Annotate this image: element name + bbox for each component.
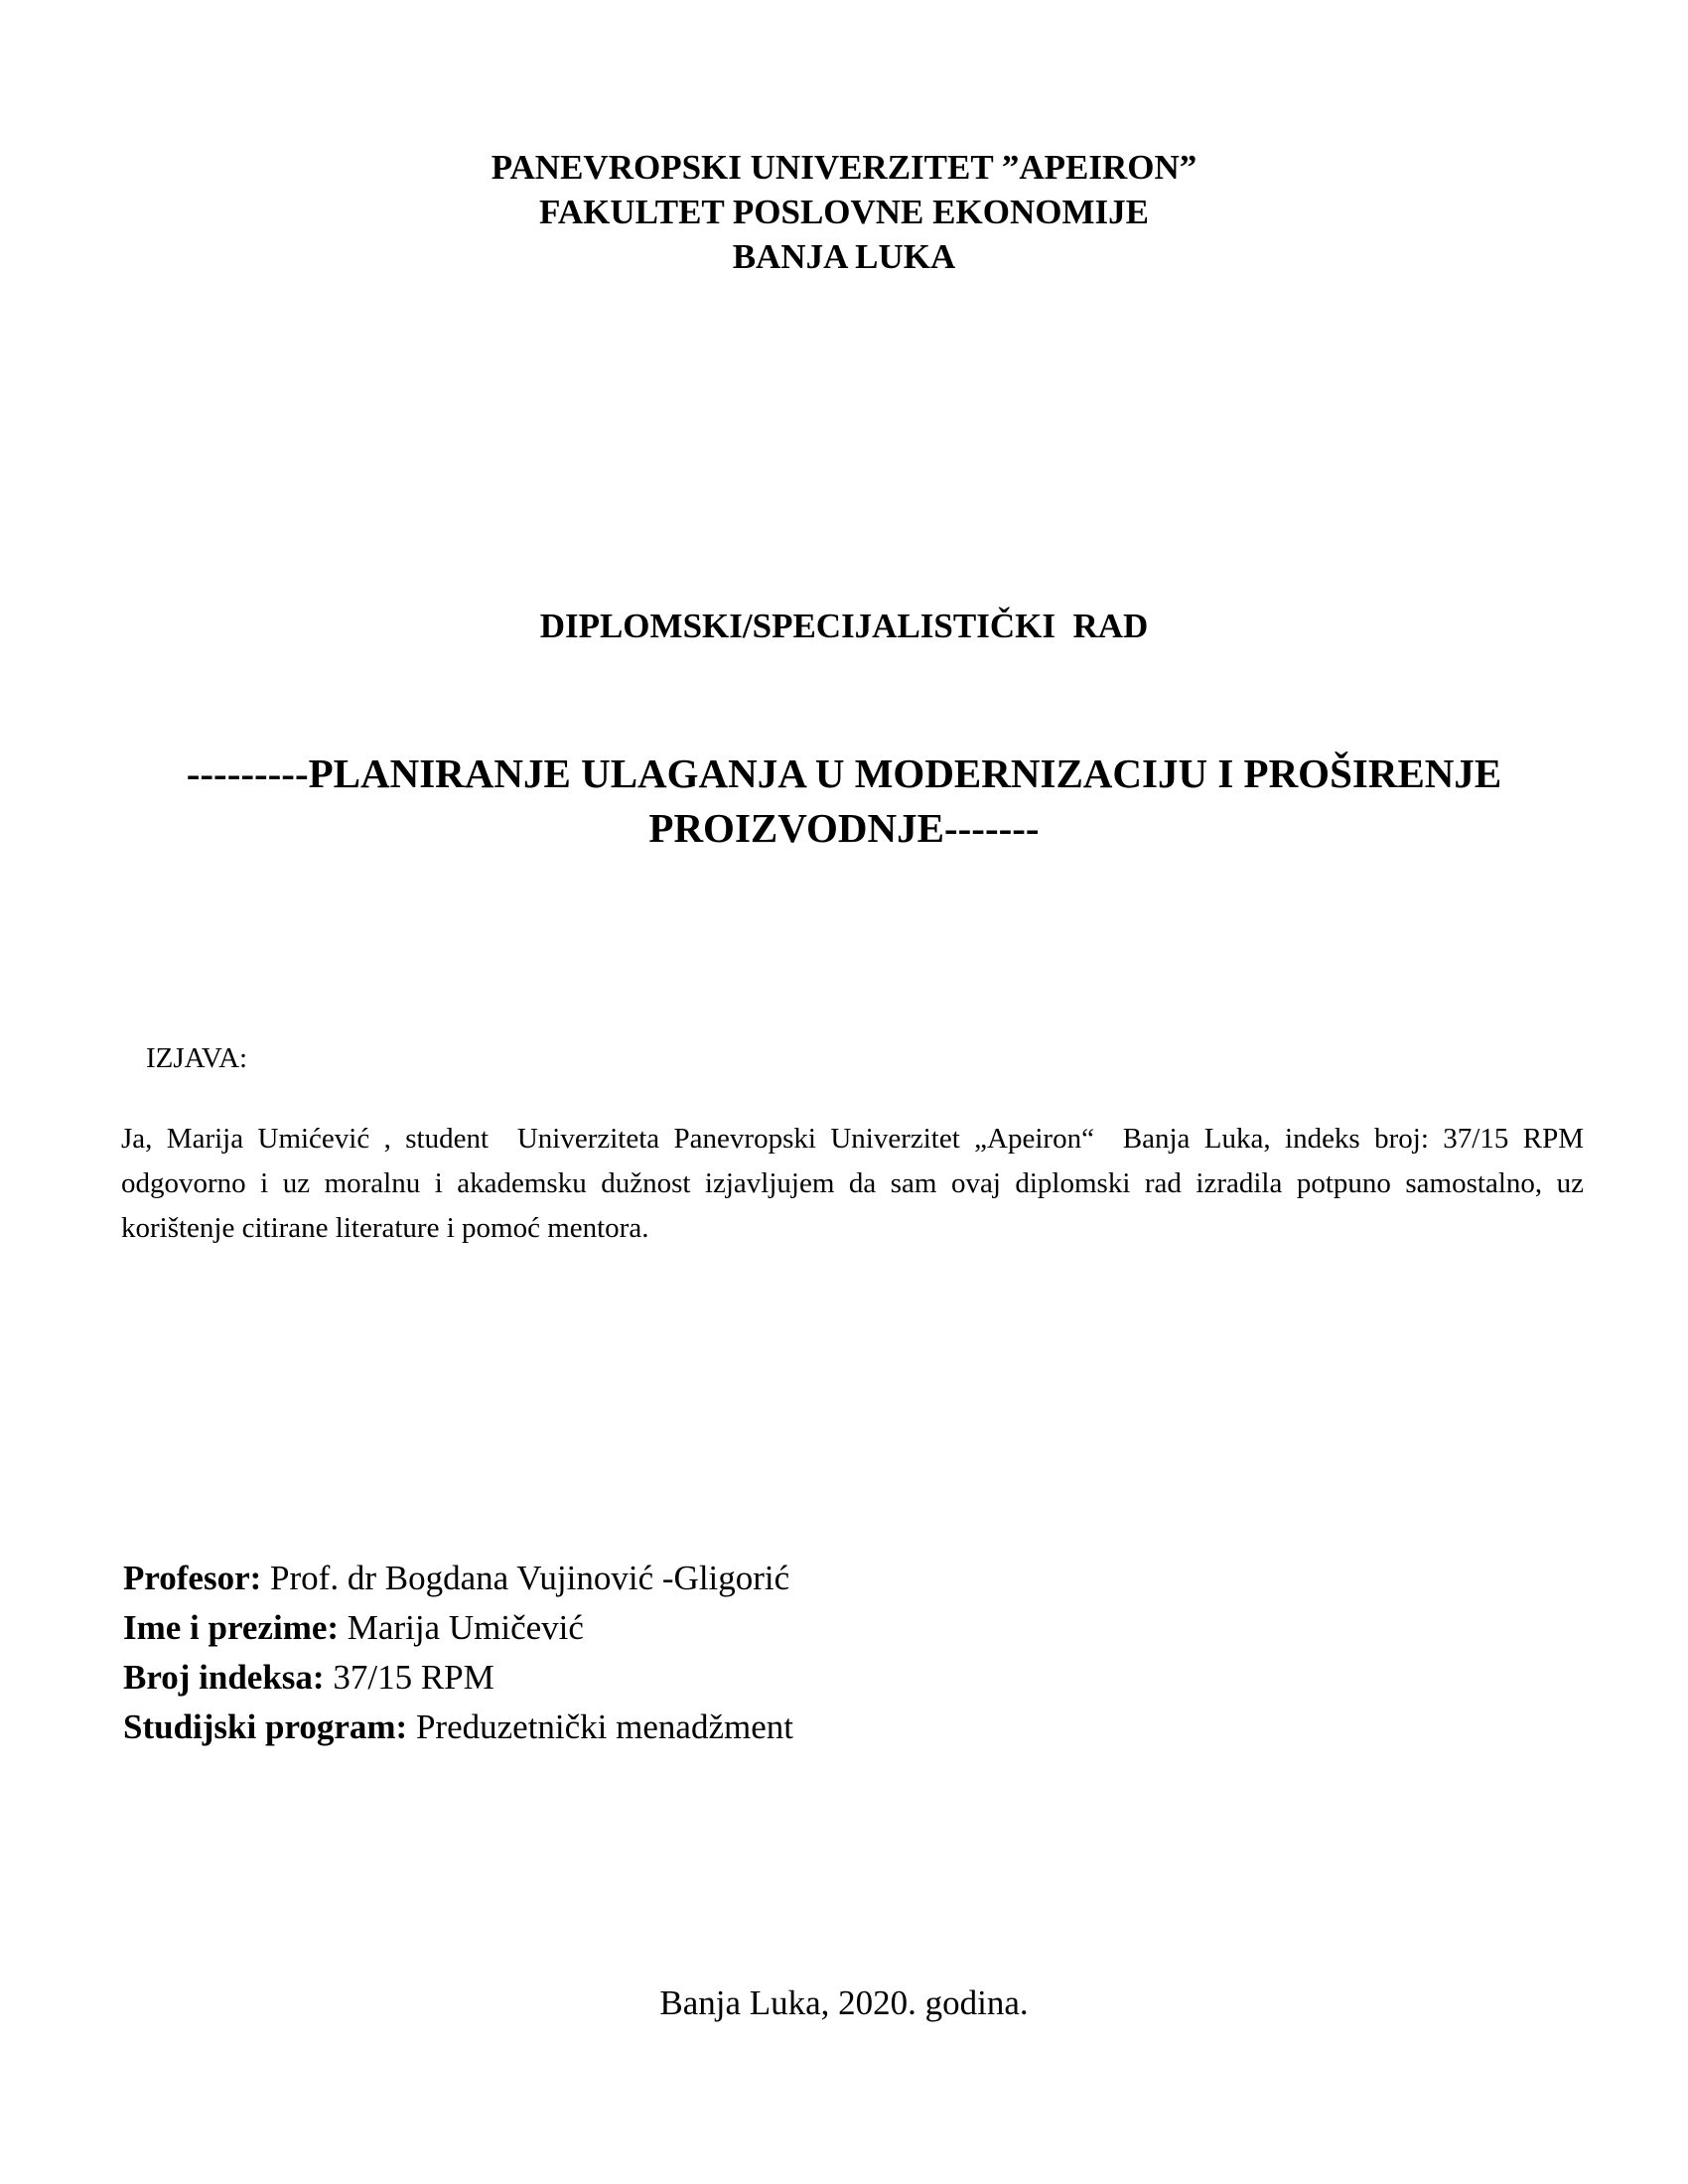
- student-info: [123, 1554, 793, 1752]
- index-label: Broj indeksa:: [123, 1658, 325, 1697]
- name-row: [123, 1603, 793, 1653]
- professor-value: Prof. dr Bogdana Vujinović -Gligorić: [261, 1559, 790, 1597]
- thesis-title-line-2: PROIZVODNJE-------: [648, 805, 1040, 851]
- city-name: BANJA LUKA: [732, 237, 956, 276]
- program-label: Studijski program:: [123, 1707, 408, 1746]
- thesis-title: [119, 747, 1569, 856]
- program-row: [123, 1703, 793, 1752]
- document-type: DIPLOMSKI/SPECIJALISTIČKI RAD: [539, 607, 1149, 645]
- index-row: [123, 1653, 793, 1703]
- university-name: PANEVROPSKI UNIVERZITET ”APEIRON”: [491, 148, 1197, 187]
- place-date: Banja Luka, 2020. godina.: [659, 1983, 1029, 2022]
- name-value: Marija Umičević: [339, 1608, 584, 1647]
- professor-label: Profesor:: [123, 1559, 262, 1597]
- institution-header: [0, 145, 1688, 279]
- faculty-name: FAKULTET POSLOVNE EKONOMIJE: [539, 193, 1149, 231]
- professor-row: [123, 1554, 793, 1603]
- name-label: Ime i prezime:: [123, 1608, 340, 1647]
- program-value: Preduzetnički menadžment: [407, 1707, 793, 1746]
- statement-heading: IZJAVA:: [146, 1042, 248, 1074]
- index-value: 37/15 RPM: [324, 1658, 494, 1697]
- thesis-title-line-1: ---------PLANIRANJE ULAGANJA U MODERNIZACIJU I PROŠIRENJE: [186, 751, 1502, 796]
- statement-body: Ja, Marija Umićević , student Univerziteta Panevropski Univerzitet „Apeiron“ Banja Luka, indeks broj: 37/15 RPM odgovorno i uz moralnu i akademsku dužnost izjavljujem da sam ovaj diplomski rad izradila potpuno samostalno, uz korištenje citirane literature i pomoć mentora.: [121, 1123, 1599, 1244]
